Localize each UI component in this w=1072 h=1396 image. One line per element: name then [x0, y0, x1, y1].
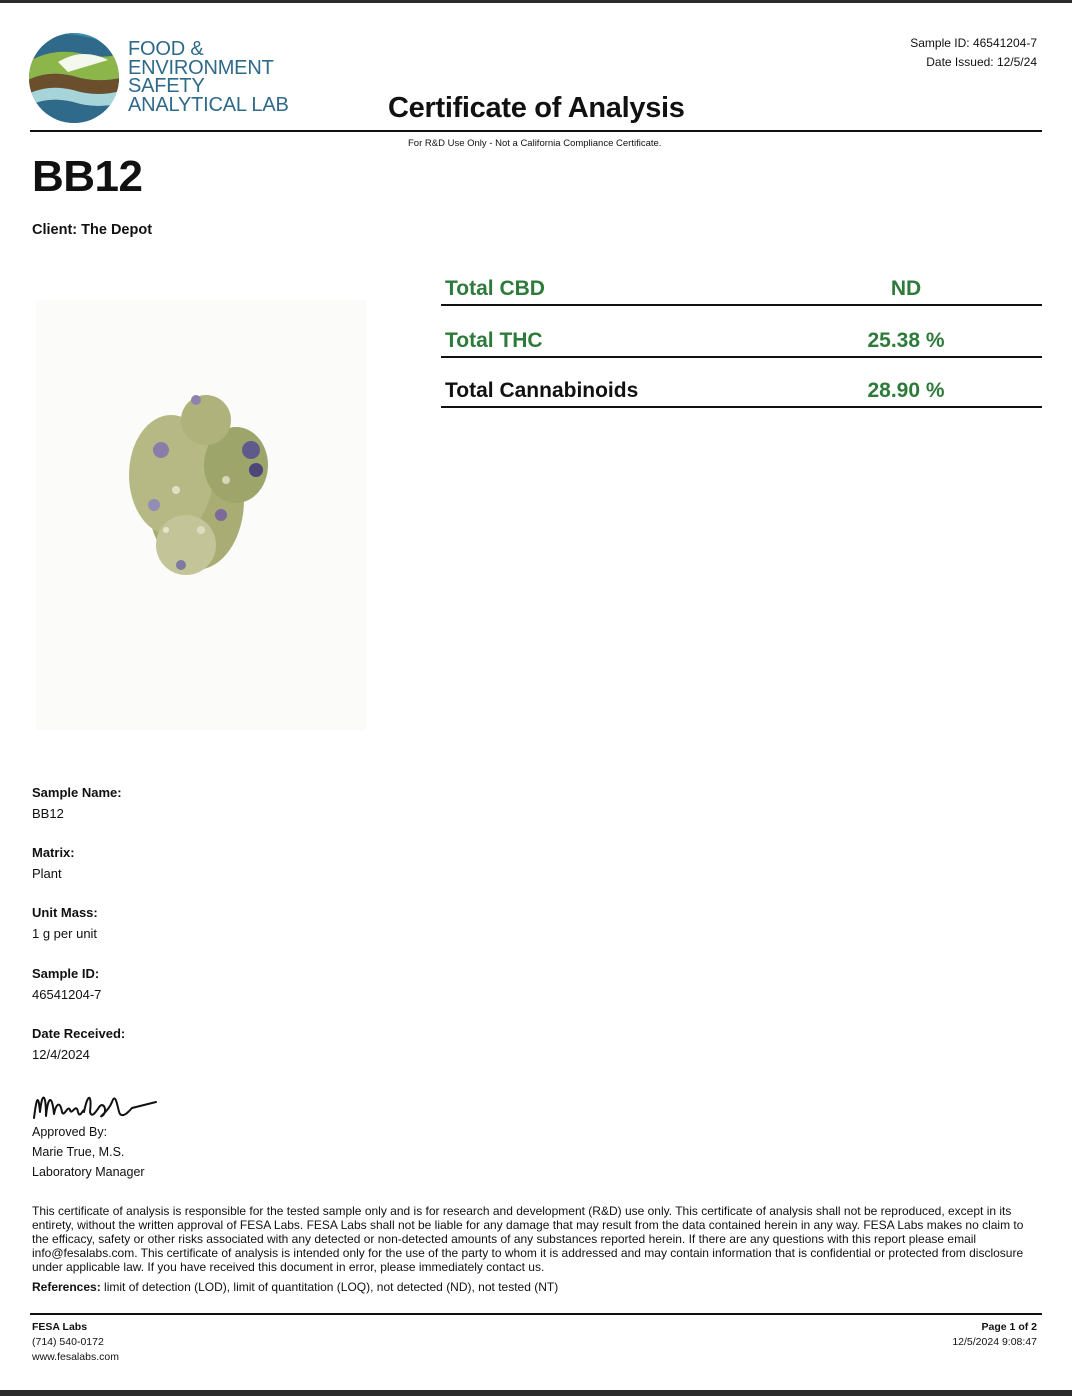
lab-logo-text — [128, 40, 298, 114]
result-label: Total CBD — [445, 277, 545, 300]
approver-name: Marie True, M.S. — [32, 1145, 125, 1159]
result-row-total-cannabinoids — [441, 358, 1042, 408]
header-sample-id: Sample ID: 46541204-7 — [910, 36, 1037, 50]
result-row-total-thc — [441, 308, 1042, 358]
detail-sample-id — [32, 966, 101, 1002]
page-number: Page 1 of 2 — [981, 1321, 1037, 1333]
logo-line: ENVIRONMENT — [128, 56, 274, 79]
result-row-total-cbd — [441, 256, 1042, 306]
logo-line: ANALYTICAL LAB — [128, 93, 289, 116]
footer-divider — [30, 1313, 1042, 1315]
lab-logo — [28, 32, 288, 128]
footer-website: www.fesalabs.com — [32, 1351, 119, 1363]
detail-date-received — [32, 1026, 125, 1062]
detail-value: Plant — [32, 866, 62, 881]
lab-logo-icon — [28, 32, 124, 128]
detail-sample-name — [32, 785, 122, 821]
detail-unit-mass — [32, 905, 98, 941]
references-label: References: — [32, 1280, 101, 1294]
footer-timestamp: 12/5/2024 9:08:47 — [952, 1336, 1037, 1348]
result-value: 25.38 % — [867, 329, 945, 352]
page-title: Certificate of Analysis — [388, 92, 685, 124]
detail-value: 12/4/2024 — [32, 1047, 90, 1062]
result-value: ND — [890, 277, 922, 300]
signature-image — [32, 1082, 162, 1124]
detail-label: Unit Mass: — [32, 905, 98, 920]
footer-company: FESA Labs — [32, 1321, 88, 1333]
client-name: Client: The Depot — [32, 222, 153, 238]
results-summary — [441, 256, 1042, 408]
references — [32, 1280, 558, 1294]
footer-phone: (714) 540-0172 — [32, 1336, 104, 1348]
product-photo — [36, 300, 366, 730]
detail-label: Matrix: — [32, 845, 75, 860]
approved-by-label: Approved By: — [32, 1125, 108, 1139]
disclaimer-text: This certificate of analysis is responsible for the tested sample only and is for research and development (R&D) use only. This certificate of analysis shall not be reproduced, except in its entirety, without the written approval of FESA Labs. FESA Labs shall not be liable for any damage that may result from the data contained herein in any way. FESA Labs makes no claim to the efficacy, safety or other risks associated with any detected or non-detected amounts of any substances reported herein. If there are any questions with this report please email info@fesalabs.com. This certificate of analysis is intended only for the use of the party to whom it is addressed and may contain information that is confidential or protected from disclosure under applicable law. If you have received this document in error, please immediately contact us. — [32, 1204, 1024, 1274]
rd-use-note: For R&D Use Only - Not a California Compliance Certificate. — [408, 138, 662, 149]
detail-value: BB12 — [32, 806, 64, 821]
cannabis-flower-image — [36, 300, 366, 730]
result-label: Total Cannabinoids — [445, 379, 639, 402]
footer-right — [952, 1320, 1037, 1350]
logo-line: FOOD & — [128, 38, 204, 60]
references-text: limit of detection (LOD), limit of quantitation (LOQ), not detected (ND), not tested (NT) — [100, 1280, 559, 1294]
detail-matrix — [32, 845, 75, 881]
header-date-issued: Date Issued: 12/5/24 — [926, 55, 1037, 69]
top-border — [0, 0, 1072, 3]
detail-label: Sample Name: — [32, 785, 122, 800]
detail-value: 46541204-7 — [32, 987, 102, 1002]
detail-label: Date Received: — [32, 1026, 126, 1041]
bottom-border — [0, 1390, 1072, 1396]
detail-label: Sample ID: — [32, 966, 100, 981]
result-value: 28.90 % — [867, 379, 945, 402]
detail-value: 1 g per unit — [32, 926, 98, 941]
logo-line: SAFETY — [128, 75, 205, 97]
approver-role: Laboratory Manager — [32, 1165, 145, 1179]
sample-title: BB12 — [32, 152, 143, 201]
result-label: Total THC — [445, 329, 543, 352]
title-divider — [30, 130, 1042, 132]
footer-left — [32, 1320, 119, 1365]
